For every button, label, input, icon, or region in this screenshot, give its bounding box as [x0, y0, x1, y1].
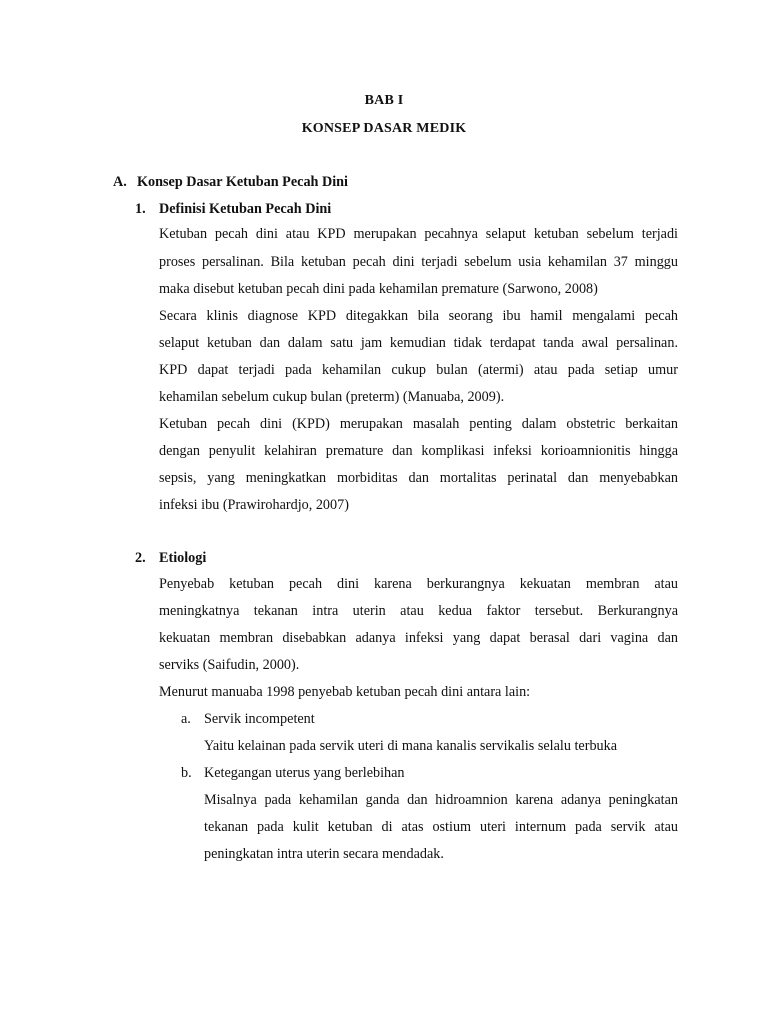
sub1-title: Definisi Ketuban Pecah Dini: [159, 201, 332, 217]
item-b-title: Ketegangan uterus yang berlebihan: [204, 765, 405, 781]
chapter-title: KONSEP DASAR MEDIK: [301, 121, 467, 136]
sub1-line: proses persalinan. Bila ketuban pecah dini terjadi sebelum usia kehamilan 37 minggu: [159, 254, 678, 270]
sub2-line: kekuatan membran disebabkan adanya infeksi yang dapat berasal dari vagina dan: [159, 630, 678, 646]
item-b-line: Misalnya pada kehamilan ganda dan hidroamnion karena adanya peningkatan: [204, 792, 678, 808]
sub2-line: serviks (Saifudin, 2000).: [159, 657, 300, 673]
section-a-title: Konsep Dasar Ketuban Pecah Dini: [137, 174, 348, 190]
sub2-line: meningkatnya tekanan intra uterin atau kedua faktor tersebut. Berkurangnya: [159, 603, 678, 619]
sub2-line: Penyebab ketuban pecah dini karena berkurangnya kekuatan membran atau: [159, 576, 678, 592]
item-a-line: Yaitu kelainan pada servik uteri di mana kanalis servikalis selalu terbuka: [204, 738, 618, 754]
section-a-marker: A.: [113, 174, 127, 190]
sub1-line: infeksi ibu (Prawirohardjo, 2007): [159, 497, 349, 513]
sub2-title: Etiologi: [159, 550, 207, 566]
sub2-marker: 2.: [135, 550, 146, 566]
item-b-line: peningkatan intra uterin secara mendadak.: [204, 846, 444, 862]
sub1-marker: 1.: [135, 201, 146, 217]
sub2-line: Menurut manuaba 1998 penyebab ketuban pecah dini antara lain:: [159, 684, 531, 700]
sub1-line: dengan penyulit kelahiran premature dan komplikasi infeksi korioamnionitis hingga: [159, 443, 678, 459]
sub1-line: Ketuban pecah dini (KPD) merupakan masalah penting dalam obstetric berkaitan: [159, 416, 678, 432]
chapter-number: BAB I: [364, 93, 404, 108]
item-a-marker: a.: [181, 711, 191, 727]
item-a-title: Servik incompetent: [204, 711, 315, 727]
sub1-line: Ketuban pecah dini atau KPD merupakan pecahnya selaput ketuban sebelum terjadi: [159, 226, 678, 242]
sub1-line: sepsis, yang meningkatkan morbiditas dan mortalitas perinatal dan menyebabkan: [159, 470, 678, 486]
sub1-line: kehamilan sebelum cukup bulan (preterm) (Manuaba, 2009).: [159, 389, 505, 405]
sub1-line: Secara klinis diagnose KPD ditegakkan bila seorang ibu hamil mengalami pecah: [159, 308, 678, 324]
item-b-marker: b.: [181, 765, 192, 781]
sub1-line: KPD dapat terjadi pada kehamilan cukup bulan (atermi) atau pada setiap umur: [159, 362, 678, 378]
sub1-line: selaput ketuban dan dalam satu jam kemudian tidak terdapat tanda awal persalinan.: [159, 335, 678, 351]
item-b-line: tekanan pada kulit ketuban di atas ostium uteri internum pada servik atau: [204, 819, 678, 835]
sub1-line: maka disebut ketuban pecah dini pada kehamilan premature (Sarwono, 2008): [159, 281, 598, 297]
